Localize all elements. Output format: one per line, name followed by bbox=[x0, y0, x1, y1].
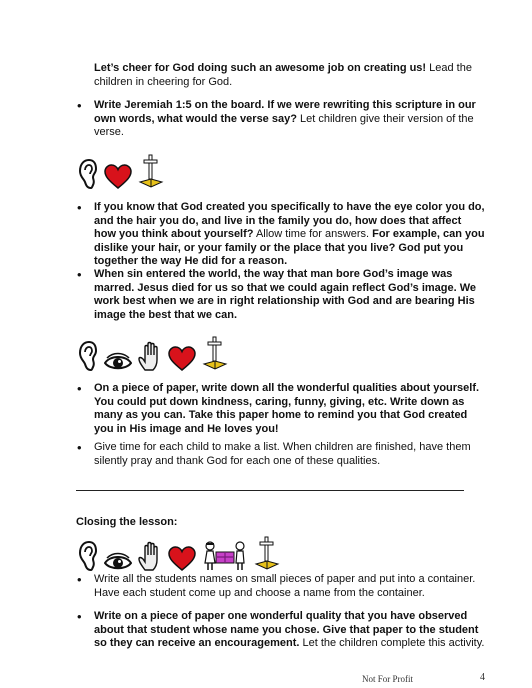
encouragement-paragraph bbox=[94, 610, 486, 651]
eye-color-bold-1: If you know that God created you specifically to have the eye color you do, and the hair you do, and live in the family you do, how does that affect how you think about yourself? bbox=[94, 201, 485, 241]
footer-text: Not For Profit bbox=[362, 674, 414, 684]
ear-icon bbox=[76, 540, 98, 572]
children-sharing-icon bbox=[202, 540, 248, 572]
eye-icon bbox=[104, 352, 132, 372]
names-paragraph bbox=[94, 573, 486, 600]
cross-bible-icon bbox=[254, 536, 280, 572]
closing-heading: Closing the lesson: bbox=[76, 516, 178, 528]
hand-icon bbox=[138, 340, 162, 372]
sin-bold: When sin entered the world, the way that man bore God’s image was marred. Jesus died for us so that we could again reflect God’s image. We work best when we are in right relationship with God and are bearing His image the best that we can. bbox=[94, 268, 477, 321]
ear-icon bbox=[76, 158, 98, 190]
icon-row-3 bbox=[76, 536, 280, 572]
icon-row-2 bbox=[76, 336, 228, 372]
cheer-bold: Let’s cheer for God doing such an awesome job on creating us! bbox=[94, 62, 427, 74]
heart-icon bbox=[168, 346, 196, 372]
qualities-bold: On a piece of paper, write down all the wonderful qualities about yourself. You could put down kindness, caring, funny, giving, etc. Write down as many as you can. Take this paper home to remind you that God created you in His image and He loves you! bbox=[94, 382, 480, 435]
bullet: • bbox=[77, 200, 82, 215]
cross-bible-icon bbox=[138, 154, 164, 190]
sin-paragraph bbox=[94, 268, 486, 322]
encouragement-bold: Write on a piece of paper one wonderful quality that you have observed about that student whose name you chose. Give that paper to the student so they can receive an encouragement. bbox=[94, 610, 479, 650]
bullet: • bbox=[77, 572, 82, 587]
hand-icon bbox=[138, 540, 162, 572]
bullet: • bbox=[77, 98, 82, 113]
heart-icon bbox=[104, 164, 132, 190]
bullet: • bbox=[77, 381, 82, 396]
eye-color-paragraph bbox=[94, 201, 486, 269]
qualities-paragraph bbox=[94, 382, 486, 436]
eye-icon bbox=[104, 552, 132, 572]
jeremiah-rest: Let children give their version of the verse. bbox=[94, 112, 474, 139]
names-text: Write all the students names on small pieces of paper and put into a container. Have each student come up and choose a name from the container. bbox=[94, 573, 476, 599]
list-time-paragraph bbox=[94, 441, 486, 468]
eye-color-bold-2: For example, can you dislike your hair, or your family or the place that you live? God put you together the way He did for a reason. bbox=[94, 228, 485, 268]
heart-icon bbox=[168, 546, 196, 572]
cross-bible-icon bbox=[202, 336, 228, 372]
jeremiah-paragraph bbox=[94, 99, 486, 140]
eye-color-mid: Allow time for answers. bbox=[253, 228, 373, 241]
horizontal-rule bbox=[76, 490, 464, 491]
encouragement-rest: Let the children complete this activity. bbox=[299, 637, 485, 650]
icon-row-1 bbox=[76, 154, 164, 190]
bullet: • bbox=[77, 440, 82, 455]
bullet: • bbox=[77, 609, 82, 624]
bullet: • bbox=[77, 267, 82, 282]
cheer-rest: Lead the children in cheering for God. bbox=[94, 62, 472, 88]
jeremiah-bold: Write Jeremiah 1:5 on the board. If we were rewriting this scripture in our own words, what would the verse say? bbox=[94, 99, 476, 125]
cheer-paragraph bbox=[94, 62, 486, 89]
page-number: 4 bbox=[480, 672, 485, 683]
list-time-text: Give time for each child to make a list. When children are finished, have them silently pray and thank God for each one of these qualities. bbox=[94, 441, 471, 467]
ear-icon bbox=[76, 340, 98, 372]
